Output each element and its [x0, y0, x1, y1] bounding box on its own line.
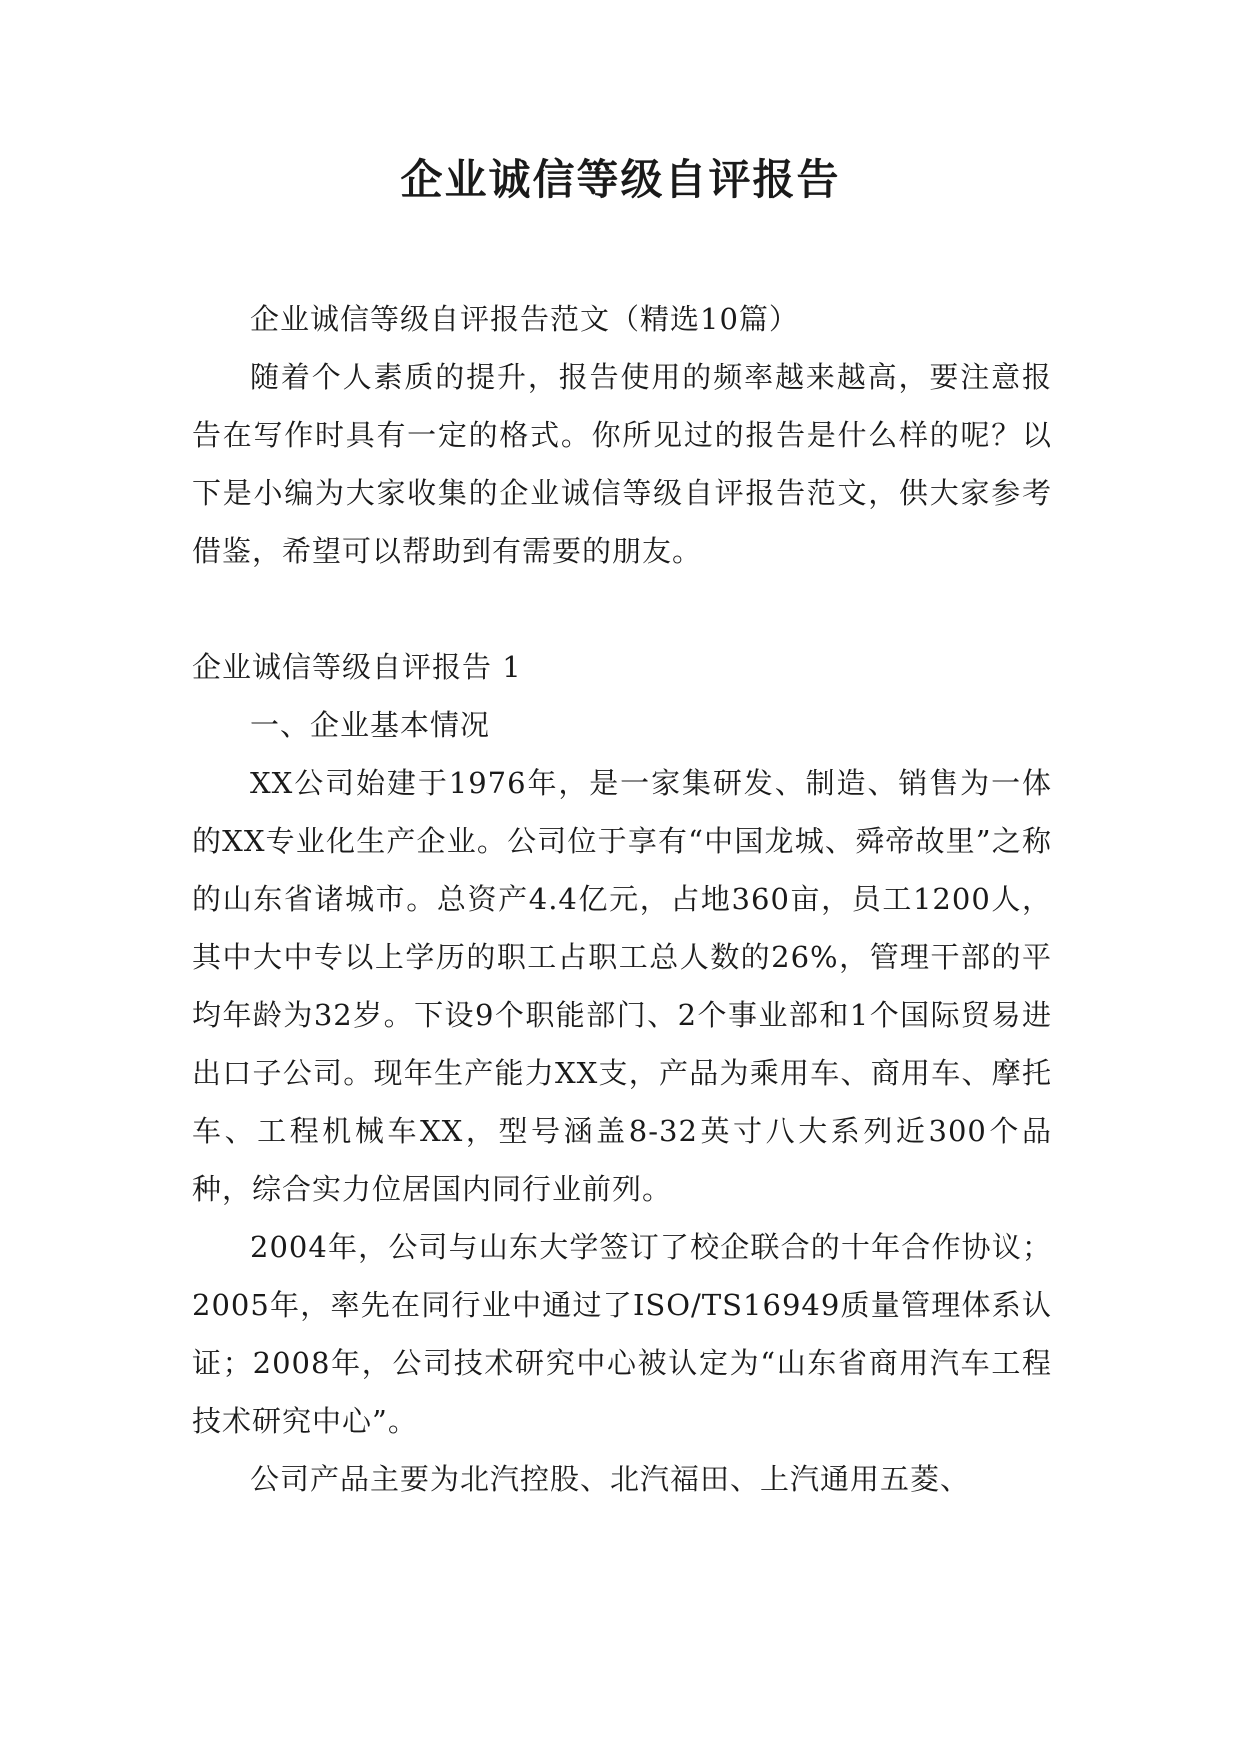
intro-paragraph: 随着个人素质的提升，报告使用的频率越来越高，要注意报告在写作时具有一定的格式。你所见过的报告是什么样的呢？以下是小编为大家收集的企业诚信等级自评报告范文，供大家参考借鉴，希望可以帮助到有需要的朋友。	[192, 360, 1052, 568]
document-title: 企业诚信等级自评报告	[400, 155, 841, 204]
document-body	[192, 290, 1052, 1508]
section-heading: 企业诚信等级自评报告 1	[192, 650, 522, 684]
paragraph-gap	[192, 580, 1052, 638]
body-paragraph-customers: 公司产品主要为北汽控股、北汽福田、上汽通用五菱、	[250, 1462, 971, 1496]
subsection-heading: 一、企业基本情况	[250, 708, 491, 742]
body-paragraph-company-overview: XX公司始建于1976年，是一家集研发、制造、销售为一体的XX专业化生产企业。公司位于享有“中国龙城、舜帝故里”之称的山东省诸城市。总资产4.4亿元，占地360亩，员工1200人，其中大中专以上学历的职工占职工总人数的26%，管理干部的平均年龄为32岁。下设9个职能部门、2个事业部和1个国际贸易进出口子公司。现年生产能力XX支，产品为乘用车、商用车、摩托车、工程机械车XX，型号涵盖8-32英寸八大系列近300个品种，综合实力位居国内同行业前列。	[192, 766, 1052, 1206]
body-paragraph-milestones: 2004年，公司与山东大学签订了校企联合的十年合作协议；2005年，率先在同行业中通过了ISO/TS16949质量管理体系认证；2008年，公司技术研究中心被认定为“山东省商用汽车工程技术研究中心”。	[192, 1230, 1052, 1438]
document-subtitle: 企业诚信等级自评报告范文（精选10篇）	[250, 302, 799, 336]
